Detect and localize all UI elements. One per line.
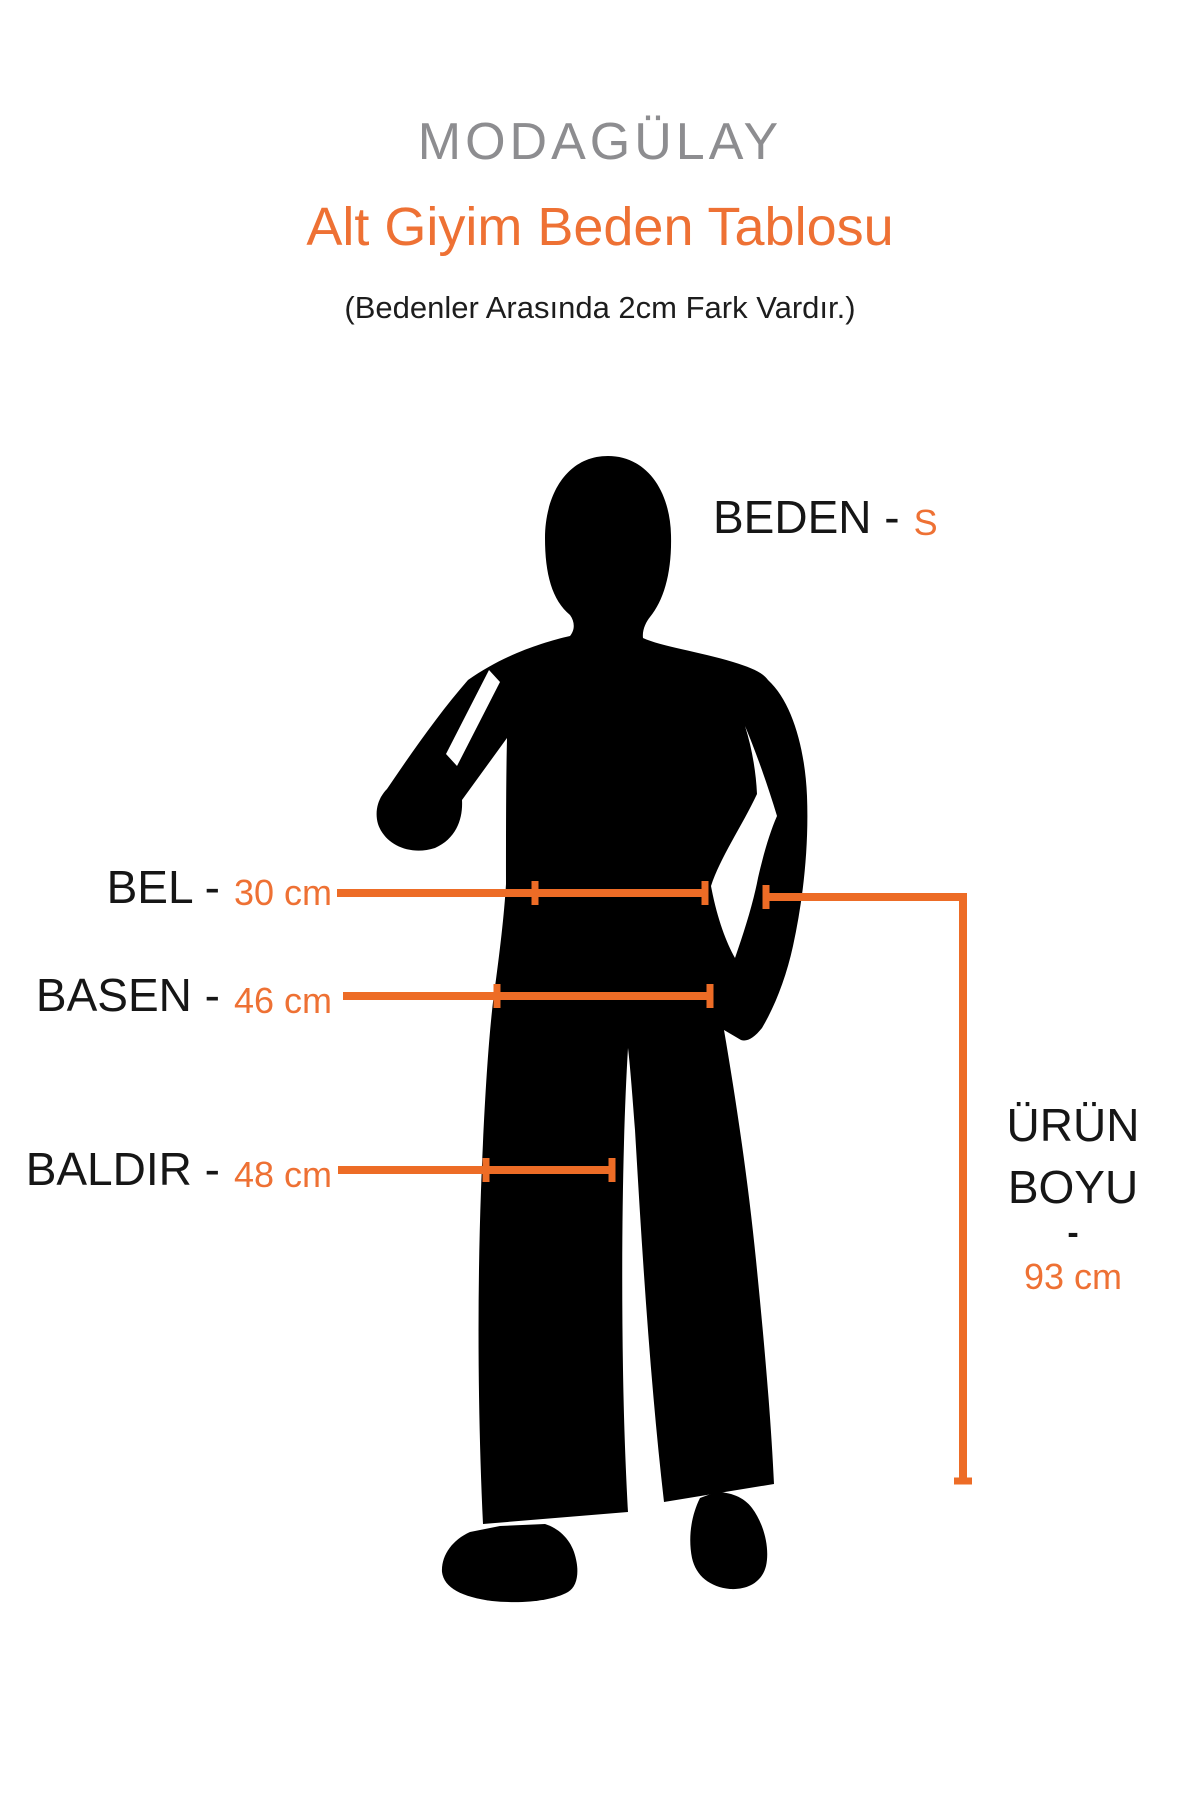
product-length-label-line2: BOYU <box>1007 1161 1139 1213</box>
product-length-block <box>960 1094 1186 1300</box>
measurement-bel <box>107 860 332 914</box>
size-label: BEDEN - <box>713 491 900 543</box>
right-shoe <box>690 1492 767 1589</box>
page-subtitle: (Bedenler Arasında 2cm Fark Vardır.) <box>344 290 856 325</box>
size-value: S <box>913 502 938 543</box>
baldir-label: BALDIR - <box>25 1143 220 1195</box>
person-silhouette <box>377 456 808 1524</box>
basen-label: BASEN - <box>35 969 220 1021</box>
urun-boyu-measure-line <box>765 885 972 1481</box>
baldir-value: 48 cm <box>233 1154 332 1195</box>
product-length-value: 93 cm <box>1023 1256 1123 1297</box>
measurement-basen <box>36 968 332 1022</box>
bel-value: 30 cm <box>233 872 332 913</box>
basen-value: 46 cm <box>233 980 332 1021</box>
product-length-separator: - <box>1067 1214 1079 1252</box>
left-shoe <box>442 1524 577 1602</box>
product-length-label-line1: ÜRÜN <box>1006 1099 1140 1151</box>
page-title: Alt Giyim Beden Tablosu <box>306 197 894 257</box>
size-callout <box>713 490 938 544</box>
brand-logo: MODAGÜLAY <box>417 113 783 171</box>
measurement-baldir <box>26 1142 332 1196</box>
bel-label: BEL - <box>106 861 220 913</box>
